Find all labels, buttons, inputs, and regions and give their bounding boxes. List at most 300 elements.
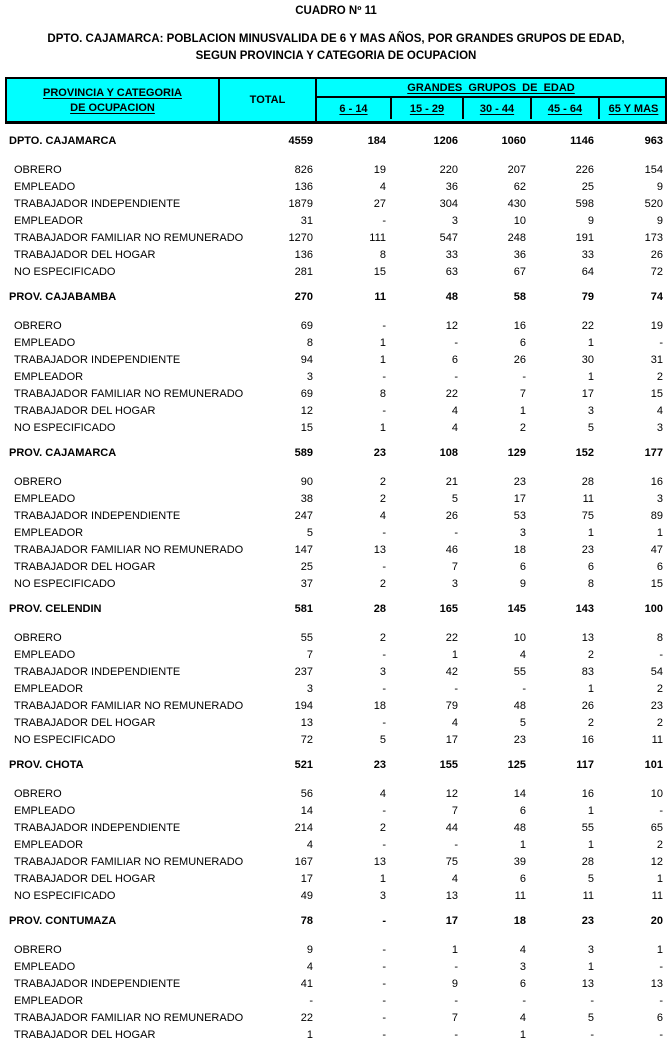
cell-30-44: 10 (513, 214, 526, 227)
cell-total: 9 (306, 943, 313, 956)
cell-6-14: - (382, 682, 386, 695)
cell-15-29: 4 (451, 716, 458, 729)
header-age-30-44 (462, 98, 530, 119)
cell-6-14: - (382, 960, 386, 973)
cell-45-64: 5 (587, 1011, 594, 1024)
cell-45-64: 1 (587, 960, 594, 973)
cell-6-14: 27 (373, 197, 386, 210)
header-age-label: 30 - 44 (479, 102, 515, 115)
cell-45-64: 143 (575, 602, 594, 615)
category-row (7, 1009, 665, 1026)
table-section (7, 288, 665, 436)
cell-15-29: 75 (445, 855, 458, 868)
cell-total: 55 (300, 631, 313, 644)
cell-65-y-mas: 3 (656, 421, 663, 434)
cell-total: 589 (294, 446, 313, 459)
table-body (7, 132, 665, 1043)
category-label: TRABAJADOR DEL HOGAR (14, 248, 156, 261)
cell-45-64: 16 (581, 733, 594, 746)
cell-45-64: - (590, 994, 594, 1007)
cell-6-14: - (382, 914, 386, 927)
header-age-65-y-mas (598, 98, 667, 119)
cell-45-64: 13 (581, 631, 594, 644)
category-row (7, 490, 665, 507)
cell-30-44: 6 (519, 336, 526, 349)
cell-total: 78 (300, 914, 313, 927)
cell-6-14: 4 (379, 787, 386, 800)
cell-total: 90 (300, 475, 313, 488)
cell-15-29: 4 (451, 404, 458, 417)
cell-6-14: - (382, 319, 386, 332)
cell-6-14: 2 (379, 821, 386, 834)
cell-15-29: 1206 (433, 134, 458, 147)
cell-15-29: - (454, 370, 458, 383)
cell-45-64: 16 (581, 787, 594, 800)
cell-6-14: 28 (373, 602, 386, 615)
cell-65-y-mas: 11 (651, 889, 663, 902)
cell-45-64: 23 (581, 543, 594, 556)
cell-6-14: 3 (379, 665, 386, 678)
cell-30-44: 16 (513, 319, 526, 332)
cell-15-29: 547 (439, 231, 458, 244)
cell-total: 17 (300, 872, 313, 885)
cell-30-44: 3 (519, 526, 526, 539)
header-age-group-title-label: GRANDES GRUPOS DE EDAD (407, 81, 575, 94)
cell-65-y-mas: 11 (651, 733, 663, 746)
cell-45-64: 13 (581, 977, 594, 990)
cell-65-y-mas: 2 (656, 370, 663, 383)
cell-15-29: 44 (445, 821, 458, 834)
cell-30-44: 1 (519, 1028, 526, 1041)
category-label: EMPLEADO (14, 492, 76, 505)
cell-45-64: 1 (587, 804, 594, 817)
header-total-label: TOTAL (249, 94, 286, 106)
cell-6-14: 11 (374, 290, 386, 303)
table-section (7, 444, 665, 592)
cell-6-14: 1 (379, 872, 386, 885)
cell-15-29: 17 (445, 914, 458, 927)
cell-30-44: 9 (519, 577, 526, 590)
category-row (7, 402, 665, 419)
category-label: TRABAJADOR INDEPENDIENTE (14, 821, 181, 834)
cell-65-y-mas: 72 (650, 265, 663, 278)
cell-15-29: 7 (451, 560, 458, 573)
cell-65-y-mas: 26 (650, 248, 663, 261)
cell-15-29: - (454, 960, 458, 973)
category-label: EMPLEADOR (14, 994, 84, 1007)
category-row (7, 958, 665, 975)
category-row (7, 1026, 665, 1043)
category-label: NO ESPECIFICADO (14, 421, 116, 434)
category-row (7, 263, 665, 280)
category-row (7, 680, 665, 697)
cell-30-44: 6 (519, 804, 526, 817)
cell-6-14: 13 (373, 855, 386, 868)
cell-15-29: 4 (451, 872, 458, 885)
cell-6-14: - (382, 716, 386, 729)
cell-30-44: 207 (507, 163, 526, 176)
cell-15-29: 33 (445, 248, 458, 261)
cell-45-64: 33 (581, 248, 594, 261)
cell-65-y-mas: 520 (644, 197, 663, 210)
cell-65-y-mas: 6 (656, 1011, 663, 1024)
header-age-6-14 (317, 98, 390, 119)
category-label: NO ESPECIFICADO (14, 733, 116, 746)
cell-45-64: 2 (587, 648, 594, 661)
cell-45-64: 17 (581, 387, 594, 400)
header-provincia-categoria (7, 79, 218, 121)
province-name: PROV. CELENDIN (9, 602, 102, 615)
cell-15-29: 48 (445, 290, 458, 303)
cell-45-64: 3 (587, 943, 594, 956)
cell-65-y-mas: 31 (650, 353, 663, 366)
cell-total: 194 (294, 699, 313, 712)
category-label: TRABAJADOR DEL HOGAR (14, 716, 156, 729)
cell-total: 1 (306, 1028, 313, 1041)
cell-6-14: 23 (373, 446, 386, 459)
category-row (7, 507, 665, 524)
cell-6-14: 1 (379, 336, 386, 349)
category-rows (7, 941, 665, 1043)
cell-30-44: 55 (513, 665, 526, 678)
cell-6-14: - (382, 804, 386, 817)
cell-total: 56 (300, 787, 313, 800)
category-label: TRABAJADOR FAMILIAR NO REMUNERADO (14, 387, 244, 400)
cell-65-y-mas: 89 (650, 509, 663, 522)
cell-6-14: - (382, 648, 386, 661)
cell-30-44: - (522, 682, 526, 695)
cell-45-64: 79 (581, 290, 594, 303)
cell-total: 31 (300, 214, 313, 227)
cell-total: 4559 (288, 134, 313, 147)
province-name: PROV. CONTUMAZA (9, 914, 117, 927)
table-header (5, 77, 667, 124)
cell-6-14: 1 (379, 421, 386, 434)
cell-30-44: 23 (513, 475, 526, 488)
category-label: NO ESPECIFICADO (14, 889, 116, 902)
cell-45-64: 83 (581, 665, 594, 678)
category-rows (7, 161, 665, 280)
cell-total: 69 (300, 319, 313, 332)
category-label: EMPLEADOR (14, 526, 84, 539)
cell-6-14: 4 (379, 180, 386, 193)
cell-total: 3 (306, 682, 313, 695)
cell-65-y-mas: 74 (650, 290, 663, 303)
cell-45-64: 11 (582, 889, 594, 902)
cell-45-64: 598 (575, 197, 594, 210)
cell-6-14: 5 (379, 733, 386, 746)
cell-65-y-mas: 3 (656, 492, 663, 505)
cell-6-14: - (382, 560, 386, 573)
cell-total: 237 (294, 665, 313, 678)
category-row (7, 941, 665, 958)
category-row (7, 541, 665, 558)
cell-65-y-mas: - (659, 336, 663, 349)
cell-total: 3 (306, 370, 313, 383)
cell-30-44: 10 (513, 631, 526, 644)
category-label: TRABAJADOR INDEPENDIENTE (14, 197, 181, 210)
cell-65-y-mas: 16 (650, 475, 663, 488)
cell-30-44: 23 (513, 733, 526, 746)
cell-65-y-mas: 177 (644, 446, 663, 459)
category-row (7, 853, 665, 870)
cell-30-44: 62 (513, 180, 526, 193)
cell-65-y-mas: 9 (656, 214, 663, 227)
category-rows (7, 629, 665, 748)
cell-30-44: 18 (513, 543, 526, 556)
cell-15-29: 63 (445, 265, 458, 278)
cell-15-29: 5 (451, 492, 458, 505)
cell-6-14: 184 (367, 134, 386, 147)
category-label: OBRERO (14, 631, 62, 644)
cell-total: 72 (300, 733, 313, 746)
province-name: PROV. CAJABAMBA (9, 290, 117, 303)
cell-15-29: 7 (451, 1011, 458, 1024)
cell-45-64: 9 (587, 214, 594, 227)
cell-6-14: - (382, 526, 386, 539)
cell-total: 25 (300, 560, 313, 573)
cell-45-64: 8 (587, 577, 594, 590)
cell-45-64: 5 (587, 872, 594, 885)
category-row (7, 819, 665, 836)
header-age-label: 45 - 64 (547, 102, 583, 115)
category-label: OBRERO (14, 943, 62, 956)
cell-65-y-mas: 10 (650, 787, 663, 800)
cell-total: 5 (306, 526, 313, 539)
cell-15-29: 155 (439, 758, 458, 771)
cell-15-29: 42 (445, 665, 458, 678)
cell-15-29: 12 (445, 319, 458, 332)
category-row (7, 697, 665, 714)
cell-total: 13 (300, 716, 313, 729)
cell-65-y-mas: - (659, 804, 663, 817)
category-rows (7, 317, 665, 436)
cell-30-44: 248 (507, 231, 526, 244)
category-label: EMPLEADOR (14, 214, 84, 227)
category-label: TRABAJADOR FAMILIAR NO REMUNERADO (14, 1011, 244, 1024)
cell-6-14: 8 (379, 248, 386, 261)
cell-15-29: 1 (451, 943, 458, 956)
cell-15-29: - (454, 1028, 458, 1041)
cell-15-29: 4 (451, 421, 458, 434)
category-row (7, 975, 665, 992)
cell-30-44: - (522, 994, 526, 1007)
cell-15-29: 3 (451, 214, 458, 227)
header-age-columns (317, 98, 665, 119)
cell-65-y-mas: 101 (644, 758, 663, 771)
cell-45-64: 1 (587, 526, 594, 539)
cell-15-29: 1 (451, 648, 458, 661)
cell-6-14: 23 (373, 758, 386, 771)
cell-15-29: - (454, 994, 458, 1007)
category-label: EMPLEADO (14, 336, 76, 349)
cell-total: 167 (294, 855, 313, 868)
cell-6-14: - (382, 214, 386, 227)
cell-total: 136 (294, 180, 313, 193)
cell-65-y-mas: 65 (650, 821, 663, 834)
category-row (7, 195, 665, 212)
category-label: EMPLEADOR (14, 370, 84, 383)
cell-15-29: 22 (445, 631, 458, 644)
cell-15-29: 36 (445, 180, 458, 193)
category-row (7, 992, 665, 1009)
cell-15-29: 22 (445, 387, 458, 400)
cell-6-14: 13 (373, 543, 386, 556)
cell-15-29: 165 (439, 602, 458, 615)
cell-65-y-mas: - (659, 994, 663, 1007)
cell-30-44: 129 (507, 446, 526, 459)
cell-30-44: 3 (519, 960, 526, 973)
cell-15-29: 220 (439, 163, 458, 176)
category-label: EMPLEADO (14, 648, 76, 661)
category-label: TRABAJADOR FAMILIAR NO REMUNERADO (14, 855, 244, 868)
category-row (7, 212, 665, 229)
category-label: TRABAJADOR INDEPENDIENTE (14, 509, 181, 522)
cell-6-14: 111 (369, 231, 386, 244)
category-label: TRABAJADOR INDEPENDIENTE (14, 977, 181, 990)
cell-65-y-mas: 2 (656, 682, 663, 695)
page-title: CUADRO Nº 11 (295, 5, 377, 17)
category-label: NO ESPECIFICADO (14, 265, 116, 278)
cell-30-44: 11 (514, 889, 526, 902)
cell-30-44: 145 (507, 602, 526, 615)
cell-65-y-mas: 100 (644, 602, 663, 615)
category-row (7, 229, 665, 246)
cell-65-y-mas: 9 (656, 180, 663, 193)
cell-15-29: 13 (445, 889, 458, 902)
cell-45-64: 1 (587, 370, 594, 383)
cell-6-14: 2 (379, 475, 386, 488)
category-label: OBRERO (14, 475, 62, 488)
cell-30-44: 26 (513, 353, 526, 366)
category-row (7, 368, 665, 385)
cell-total: 1879 (288, 197, 313, 210)
cell-30-44: 7 (519, 387, 526, 400)
cell-15-29: - (454, 526, 458, 539)
category-row (7, 836, 665, 853)
category-row (7, 178, 665, 195)
cell-15-29: 3 (451, 577, 458, 590)
category-row (7, 558, 665, 575)
category-label: TRABAJADOR DEL HOGAR (14, 1028, 156, 1041)
cell-65-y-mas: 4 (656, 404, 663, 417)
cell-30-44: 6 (519, 560, 526, 573)
cell-30-44: 17 (513, 492, 526, 505)
cell-45-64: 3 (587, 404, 594, 417)
cell-30-44: 125 (507, 758, 526, 771)
cell-total: 270 (294, 290, 313, 303)
category-row (7, 385, 665, 402)
province-name: PROV. CHOTA (9, 758, 84, 771)
cell-30-44: 4 (519, 648, 526, 661)
category-row (7, 575, 665, 592)
cell-total: - (309, 994, 313, 1007)
cell-65-y-mas: - (659, 648, 663, 661)
cell-45-64: 28 (581, 855, 594, 868)
cell-45-64: 64 (581, 265, 594, 278)
cell-65-y-mas: 19 (650, 319, 663, 332)
cell-30-44: 48 (513, 699, 526, 712)
cell-total: 94 (300, 353, 313, 366)
cell-6-14: 1 (379, 353, 386, 366)
cell-65-y-mas: 8 (656, 631, 663, 644)
category-row (7, 351, 665, 368)
cell-45-64: 1146 (570, 134, 594, 147)
cell-45-64: 117 (576, 758, 594, 771)
category-label: NO ESPECIFICADO (14, 577, 116, 590)
subtitle-line-2: SEGUN PROVINCIA Y CATEGORIA DE OCUPACION (195, 50, 477, 62)
category-row (7, 419, 665, 436)
province-name: PROV. CAJAMARCA (9, 446, 117, 459)
category-row (7, 663, 665, 680)
cell-total: 37 (300, 577, 313, 590)
cell-6-14: 2 (379, 631, 386, 644)
cell-65-y-mas: 47 (650, 543, 663, 556)
category-label: TRABAJADOR DEL HOGAR (14, 872, 156, 885)
header-total (218, 79, 315, 121)
header-provincia-line2: DE OCUPACION (70, 101, 155, 114)
cell-45-64: 1 (587, 336, 594, 349)
cell-65-y-mas: 23 (650, 699, 663, 712)
category-row (7, 334, 665, 351)
cell-15-29: 17 (445, 733, 458, 746)
cell-45-64: 22 (581, 319, 594, 332)
cell-30-44: 5 (519, 716, 526, 729)
cell-15-29: 26 (445, 509, 458, 522)
category-label: TRABAJADOR INDEPENDIENTE (14, 665, 181, 678)
cell-65-y-mas: - (659, 960, 663, 973)
cell-30-44: 4 (519, 943, 526, 956)
cell-45-64: 25 (581, 180, 594, 193)
cell-65-y-mas: 1 (656, 872, 663, 885)
category-label: TRABAJADOR FAMILIAR NO REMUNERADO (14, 699, 244, 712)
cell-total: 581 (294, 602, 313, 615)
cell-15-29: 46 (445, 543, 458, 556)
cell-15-29: - (454, 838, 458, 851)
category-row (7, 161, 665, 178)
cell-65-y-mas: 20 (650, 914, 663, 927)
page-subtitle (0, 31, 672, 65)
cell-45-64: 6 (587, 560, 594, 573)
category-row (7, 317, 665, 334)
cell-total: 49 (300, 889, 313, 902)
cell-total: 38 (300, 492, 313, 505)
cell-30-44: 67 (513, 265, 526, 278)
category-label: EMPLEADOR (14, 682, 84, 695)
category-row (7, 646, 665, 663)
province-total-row (7, 600, 665, 617)
cell-6-14: - (382, 994, 386, 1007)
province-total-row (7, 912, 665, 929)
cell-6-14: 2 (379, 577, 386, 590)
province-total-row (7, 288, 665, 305)
cell-30-44: 36 (513, 248, 526, 261)
cell-30-44: 14 (513, 787, 526, 800)
category-row (7, 246, 665, 263)
cell-45-64: 226 (575, 163, 594, 176)
header-provincia-line1: PROVINCIA Y CATEGORIA (43, 86, 182, 99)
cell-45-64: 23 (581, 914, 594, 927)
cell-total: 22 (300, 1011, 313, 1024)
header-age-group-title (317, 79, 665, 98)
cell-total: 147 (294, 543, 313, 556)
cell-total: 7 (306, 648, 313, 661)
cell-6-14: - (382, 838, 386, 851)
cell-15-29: 108 (439, 446, 458, 459)
cell-65-y-mas: 2 (656, 838, 663, 851)
cell-65-y-mas: 6 (656, 560, 663, 573)
province-name: DPTO. CAJAMARCA (9, 134, 117, 147)
